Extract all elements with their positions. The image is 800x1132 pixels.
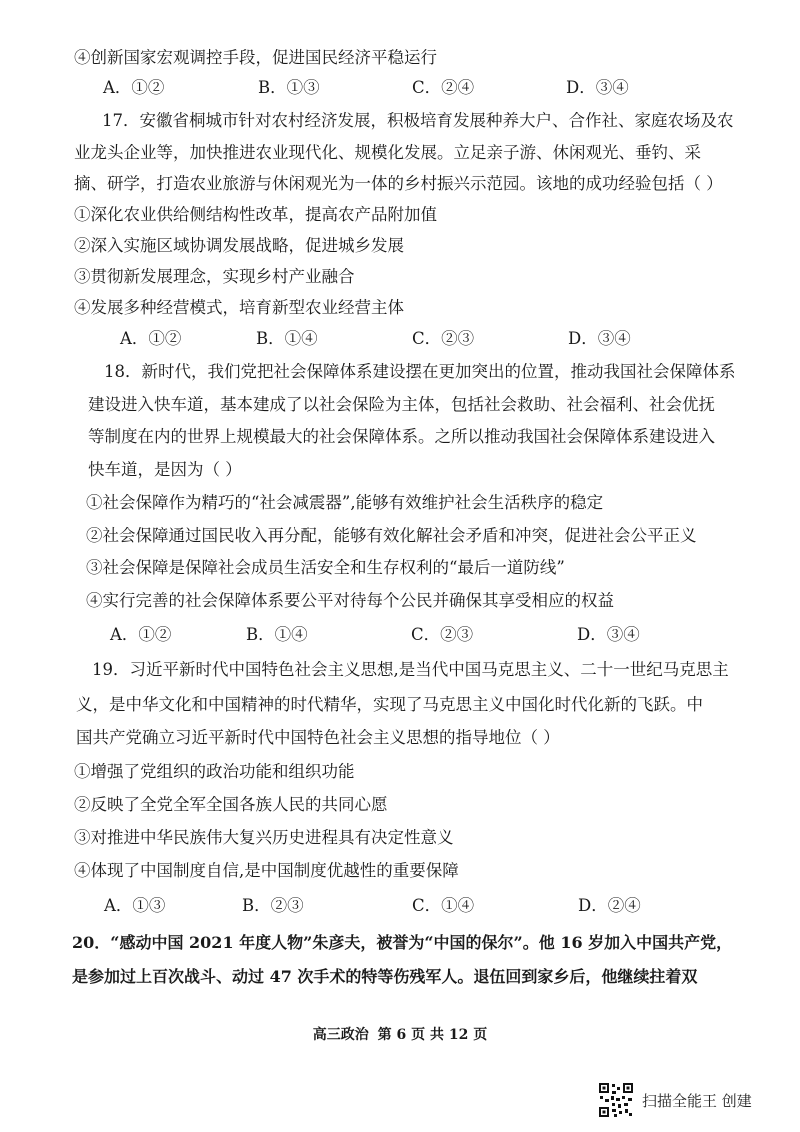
q19-stem-line-1: 19．习近平新时代中国特色社会主义思想,是当代中国马克思主义、二十一世纪马克思主 — [92, 660, 729, 679]
q17-item-3: ③贯彻新发展理念，实现乡村产业融合 — [74, 267, 355, 286]
q18-item-3: ③社会保障是保障社会成员生活安全和生存权利的“最后一道防线” — [86, 558, 565, 577]
q18-option-b: B．①④ — [246, 625, 308, 644]
footer-page-info: 第 6 页 共 12 页 — [377, 1027, 488, 1043]
footer-subject: 高三政治 — [312, 1027, 369, 1043]
q19-item-3: ③对推进中华民族伟大复兴历史进程具有决定性意义 — [74, 828, 454, 847]
q18-item-1: ①社会保障作为精巧的“社会减震器”,能够有效维护社会生活秩序的稳定 — [86, 493, 604, 512]
q19-item-1: ①增强了党组织的政治功能和组织功能 — [74, 762, 355, 781]
q19-option-d: D．②④ — [578, 896, 641, 915]
q16-option-b: B．①③ — [258, 78, 320, 97]
q18-stem-line-4: 快车道，是因为（ ） — [88, 460, 242, 479]
q17-stem-line-1: 17．安徽省桐城市针对农村经济发展，积极培育发展种养大户、合作社、家庭农场及农 — [102, 111, 734, 130]
q18-item-4: ④实行完善的社会保障体系要公平对待每个公民并确保其享受相应的权益 — [86, 591, 614, 610]
q19-item-4: ④体现了中国制度自信,是中国制度优越性的重要保障 — [74, 861, 459, 880]
q17-item-4: ④发展多种经营模式，培育新型农业经营主体 — [74, 298, 404, 317]
q19-option-c: C．①④ — [412, 896, 475, 915]
q17-stem-line-3: 摘、研学，打造农业旅游与休闲观光为一体的乡村振兴示范园。该地的成功经验包括（ ） — [74, 174, 723, 193]
q17-option-c: C．②③ — [412, 329, 475, 348]
q20-stem-line-2: 是参加过上百次战斗、动过 47 次手术的特等伤残军人。退伍回到家乡后，他继续拄着双 — [72, 967, 698, 986]
q20-stem-line-1: 20．“感动中国 2021 年度人物”朱彦夫，被誉为“中国的保尔”。他 16 岁加入中国共产党， — [72, 933, 733, 952]
q17-item-1: ①深化农业供给侧结构性改革，提高农产品附加值 — [74, 205, 437, 224]
q18-option-c: C．②③ — [411, 625, 474, 644]
q19-option-a: A．①③ — [104, 896, 166, 915]
q16-options — [0, 77, 800, 99]
q16-option-d: D．③④ — [566, 78, 629, 97]
q19-stem-line-3: 国共产党确立习近平新时代中国特色社会主义思想的指导地位（ ） — [76, 728, 560, 747]
q19-stem-line-2: 义，是中华文化和中国精神的时代精华，实现了马克思主义中国化时代化新的飞跃。中 — [76, 695, 703, 714]
q18-options — [0, 624, 800, 646]
qr-code-icon — [598, 1082, 634, 1118]
q19-item-2: ②反映了全党全军全国各族人民的共同心愿 — [74, 795, 388, 814]
q18-stem-line-3: 等制度在内的世界上规模最大的社会保障体系。之所以推动我国社会保障体系建设进入 — [88, 427, 715, 446]
q18-option-d: D．③④ — [577, 625, 640, 644]
q19-options — [0, 895, 800, 917]
q19-option-b: B．②③ — [242, 896, 304, 915]
q18-option-a: A．①② — [110, 625, 172, 644]
q16-option-c: C．②④ — [412, 78, 475, 97]
q17-stem-line-2: 业龙头企业等，加快推进农业现代化、规模化发展。立足亲子游、休闲观光、垂钓、采 — [74, 143, 701, 162]
q17-item-2: ②深入实施区域协调发展战略，促进城乡发展 — [74, 236, 404, 255]
q17-option-b: B．①④ — [256, 329, 318, 348]
q16-item-4: ④创新国家宏观调控手段，促进国民经济平稳运行 — [74, 48, 437, 67]
scanner-watermark — [598, 1080, 752, 1120]
q18-stem-line-2: 建设进入快车道，基本建成了以社会保险为主体，包括社会救助、社会福利、社会优抚 — [88, 395, 715, 414]
page-footer — [0, 1025, 800, 1045]
q16-option-a: A．①② — [103, 78, 165, 97]
q17-options — [0, 328, 800, 350]
scanner-label: 扫描全能王 创建 — [642, 1091, 752, 1110]
q17-option-d: D．③④ — [568, 329, 631, 348]
q18-item-2: ②社会保障通过国民收入再分配，能够有效化解社会矛盾和冲突，促进社会公平正义 — [86, 526, 697, 545]
q17-option-a: A．①② — [120, 329, 182, 348]
q18-stem-line-1: 18．新时代，我们党把社会保障体系建设摆在更加突出的位置，推动我国社会保障体系 — [104, 362, 736, 381]
